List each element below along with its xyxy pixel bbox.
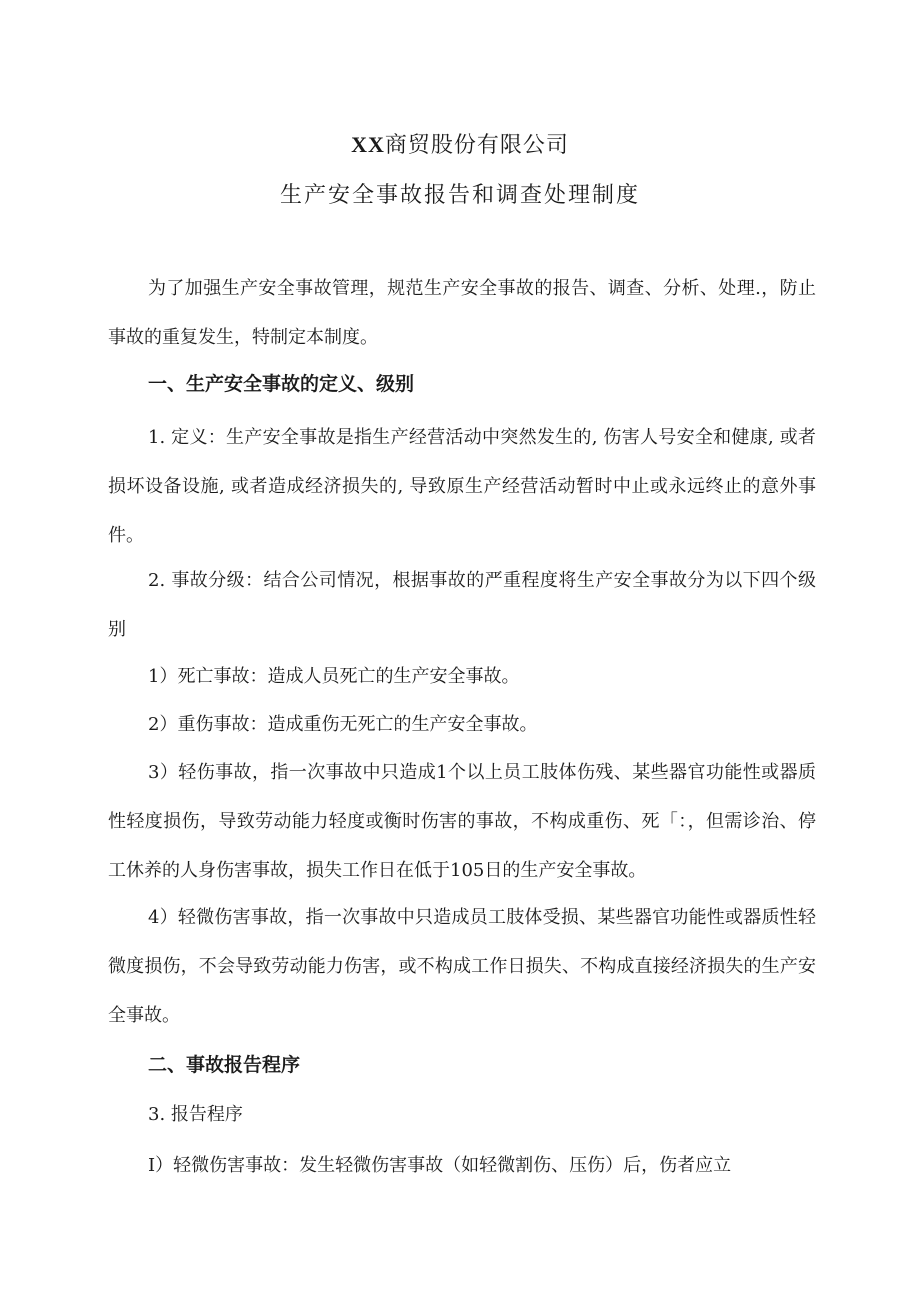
company-name-text: 商贸股份有限公司 (384, 133, 569, 158)
section-heading-definition: 一、生产安全事故的定义、级别 (148, 373, 415, 395)
report-item-slight-harm: I）轻微伤害事故：发生轻微伤害事故（如轻微割伤、压伤）后，伤者应立 (148, 1155, 732, 1176)
level-item-serious-injury: 2）重伤事故：造成重伤无死亡的生产安全事故。 (148, 714, 538, 735)
section-heading-reporting: 二、事故报告程序 (148, 1054, 301, 1076)
intro-paragraph: 为了加强生产安全事故管理，规范生产安全事故的报告、调查、分析、处理.，防止事故的重复发生，特制定本制度。 (108, 278, 816, 348)
definition-paragraph: 1. 定义：生产安全事故是指生产经营活动中突然发生的, 伤害人号安全和健康, 或者损坏设备设施, 或者造成经济损失的, 导致原生产经营活动暂时中止或永远终止的意外事件。 (108, 427, 816, 546)
level-item-slight-harm: 4）轻微伤害事故，指一次事故中只造成员工肢体受损、某些器官功能性或器质性轻微度损伤，不会导致劳动能力伤害，或不构成工作日损失、不构成直接经济损失的生产安全事故。 (108, 907, 816, 1026)
document-title: 生产安全事故报告和调查处理制度 (279, 183, 640, 208)
company-prefix: XX (351, 132, 385, 157)
level-item-minor-injury: 3）轻伤事故，指一次事故中只造成1个以上员工肢体伤残、某些器官功能性或器质性轻度损伤，导致劳动能力轻度或衡时伤害的事故，不构成重伤、死「：，但需诊治、停工休养的人身伤害事故，损失工作日在低于105日的生产安全事故。 (108, 762, 816, 881)
report-procedure-label: 3. 报告程序 (148, 1104, 243, 1125)
company-name (0, 128, 920, 159)
classification-paragraph: 2. 事故分级：结合公司情况，根据事故的严重程度将生产安全事故分为以下四个级别 (108, 570, 816, 640)
level-item-death: 1）死亡事故：造成人员死亡的生产安全事故。 (148, 666, 520, 687)
